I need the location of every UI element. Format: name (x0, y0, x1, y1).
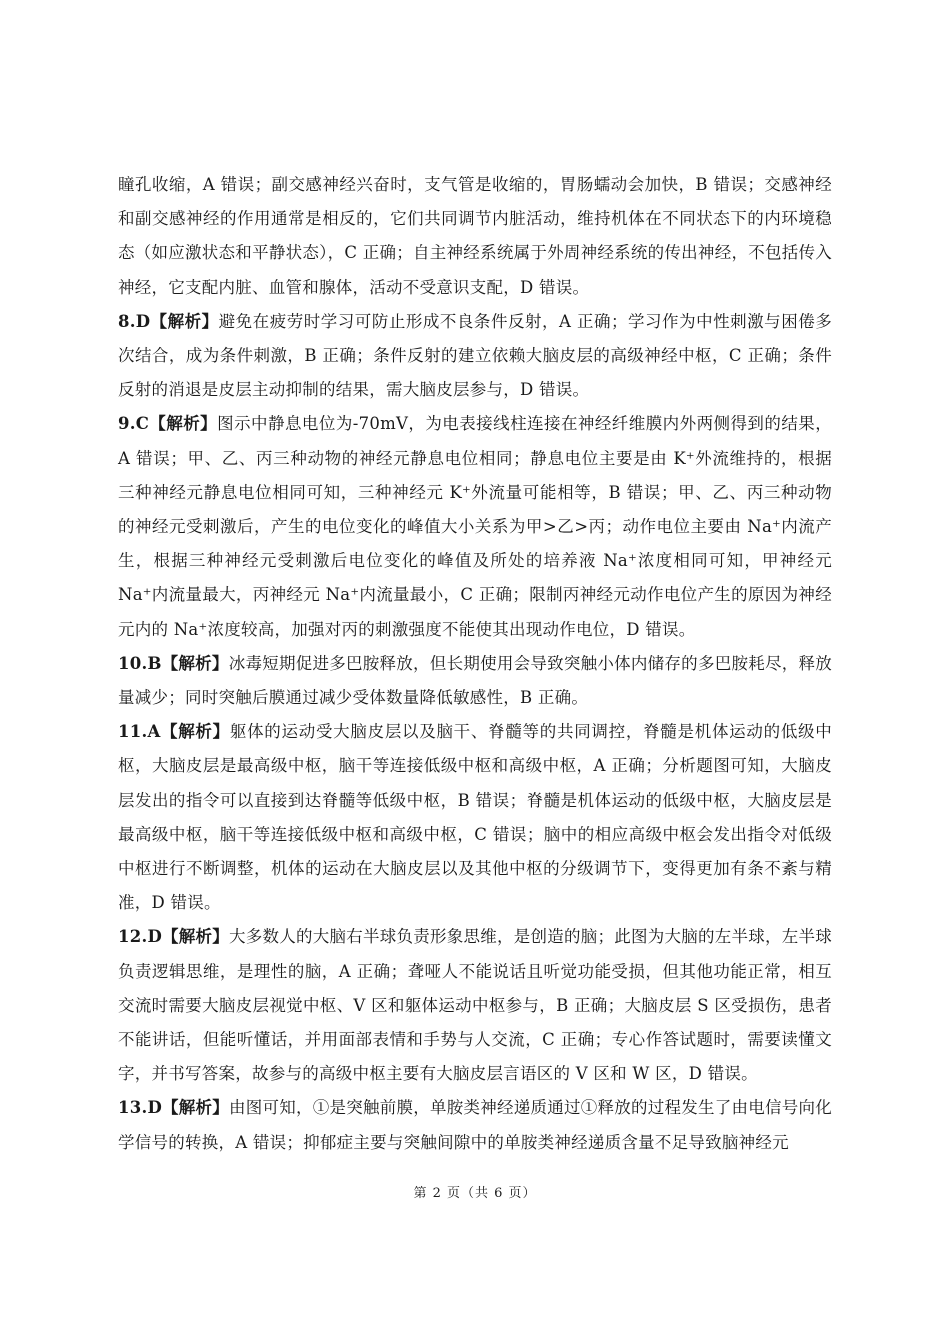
answer-q12 (118, 920, 832, 1091)
page-number-footer: 第 2 页（共 6 页） (413, 1186, 537, 1201)
question-label: 10.B【解析】 (118, 653, 229, 673)
answer-q11 (118, 715, 832, 920)
question-label: 11.A【解析】 (118, 722, 230, 742)
paragraph-continuation (118, 168, 832, 305)
paragraph-text: 图示中静息电位为-70mV，为电表接线柱连接在神经纤维膜内外两侧得到的结果，A 错误；甲、乙、丙三种动物的神经元静息电位相同；静息电位主要是由 K⁺外流维持的，根据三种神经元静息电位相同可知，三种神经元 K⁺外流量可能相等，B 错误；甲、乙、丙三种动物的神经元受刺激后，产生的电位变化的峰值大小关系为甲>乙>丙；动作电位主要由 Na⁺内流产生，根据三种神经元受刺激后电位变化的峰值及所处的培养液 Na⁺浓度相同可知，甲神经元 Na⁺内流量最大，丙神经元 Na⁺内流量最小，C 正确；限制丙神经元动作电位产生的原因为神经元内的 Na⁺浓度较高，加强对丙的刺激强度不能使其出现动作电位，D 错误。 (118, 414, 833, 639)
paragraph-text: 冰毒短期促进多巴胺释放，但长期使用会导致突触小体内储存的多巴胺耗尽，释放量减少；同时突触后膜通过减少受体数量降低敏感性，B 正确。 (118, 653, 833, 708)
question-label: 12.D【解析】 (118, 927, 230, 947)
question-label: 13.D【解析】 (118, 1098, 230, 1118)
answer-body (118, 168, 832, 1160)
paragraph-text: 由图可知，①是突触前膜，单胺类神经递质通过①释放的过程发生了由电信号向化学信号的转换，A 错误；抑郁症主要与突触间隙中的单胺类神经递质含量不足导致脑神经元 (118, 1098, 833, 1152)
question-label: 8.D【解析】 (118, 311, 219, 331)
answer-q8 (118, 305, 832, 408)
answer-q10 (118, 647, 832, 715)
question-label: 9.C【解析】 (118, 414, 218, 434)
answer-q9 (118, 407, 832, 646)
paragraph-text: 瞳孔收缩，A 错误；副交感神经兴奋时，支气管是收缩的，胃肠蠕动会加快，B 错误；交感神经和副交感神经的作用通常是相反的，它们共同调节内脏活动，维持机体在不同状态下的内环境稳态（如应激状态和平静状态），C 正确；自主神经系统属于外周神经系统的传出神经，不包括传入神经，它支配内脏、血管和腺体，活动不受意识支配，D 错误。 (118, 175, 832, 297)
answer-q13 (118, 1091, 832, 1159)
paragraph-text: 躯体的运动受大脑皮层以及脑干、脊髓等的共同调控，脊髓是机体运动的低级中枢，大脑皮层是最高级中枢，脑干等连接低级中枢和高级中枢，A 正确；分析题图可知，大脑皮层发出的指令可以直接到达脊髓等低级中枢，B 错误；脊髓是机体运动的低级中枢，大脑皮层是最高级中枢，脑干等连接低级中枢和高级中枢，C 错误；脑中的相应高级中枢会发出指令对低级中枢进行不断调整，机体的运动在大脑皮层以及其他中枢的分级调节下，变得更加有条不紊与精准，D 错误。 (118, 722, 833, 913)
paragraph-text: 避免在疲劳时学习可防止形成不良条件反射，A 正确；学习作为中性刺激与困倦多次结合，成为条件刺激，B 正确；条件反射的建立依赖大脑皮层的高级神经中枢，C 正确；条件反射的消退是皮层主动抑制的结果，需大脑皮层参与，D 错误。 (118, 311, 832, 400)
paragraph-text: 大多数人的大脑右半球负责形象思维，是创造的脑；此图为大脑的左半球，左半球负责逻辑思维，是理性的脑，A 正确；聋哑人不能说话且听觉功能受损，但其他功能正常，相互交流时需要大脑皮层视觉中枢、V 区和躯体运动中枢参与，B 正确；大脑皮层 S 区受损伤，患者不能讲话，但能听懂话，并用面部表情和手势与人交流，C 正确；专心作答试题时，需要读懂文字，并书写答案，故参与的高级中枢主要有大脑皮层言语区的 V 区和 W 区，D 错误。 (118, 927, 833, 1084)
